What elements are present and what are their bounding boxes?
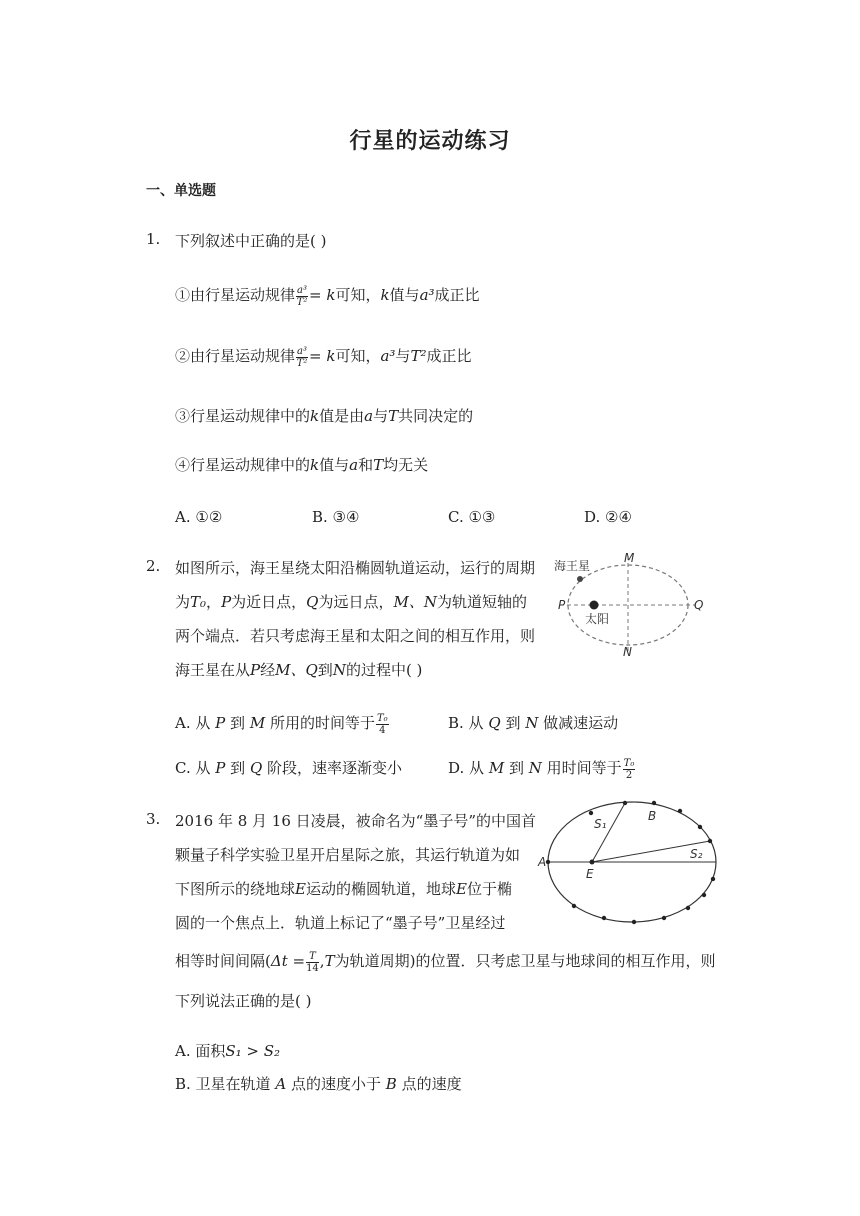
point-q-label: Q	[694, 598, 704, 612]
sun-dot	[590, 601, 599, 610]
q3-line-5: 相等时间间隔(Δt = $\frac{T}{14}$ ,T为轨道周期)的位置．只考虑卫星与地球间的相互作用，则	[175, 950, 716, 974]
point-a-label: A	[538, 855, 547, 869]
point-p-label: P	[558, 598, 566, 612]
page-title: 行星的运动练习	[349, 129, 511, 154]
q2-line-2: 为T₀，P为近日点，Q为远日点，M、N为轨道短轴的	[175, 593, 527, 611]
fraction: $\frac{\text{a³}}{\text{T²}}$	[296, 345, 308, 369]
q2-option-c[interactable]: C. 从 P 到 Q 阶段，速率逐渐变小	[175, 759, 403, 777]
q1-option-c[interactable]: C. ①③	[448, 508, 496, 526]
q2-number: 2.	[146, 557, 161, 575]
q3-line-4: 圆的一个焦点上．轨道上标记了“墨子号”卫星经过	[175, 914, 506, 932]
q3-line-2: 颗量子科学实验卫星开启星际之旅，其运行轨道为如	[175, 846, 521, 864]
earth-dot	[590, 860, 595, 865]
satellite-orbit-diagram	[534, 796, 720, 930]
q1-option-a[interactable]: A. ①②	[175, 508, 223, 526]
q1-statement-4: ④行星运动规律中的k值与a和T均无关	[175, 456, 429, 474]
q1-option-d[interactable]: D. ②④	[584, 508, 632, 526]
sun-label: 太阳	[585, 612, 610, 626]
neptune-orbit-diagram	[548, 548, 718, 660]
q2-line-3: 两个端点．若只考虑海王星和太阳之间的相互作用，则	[175, 627, 536, 645]
q1-stem: 下列叙述中正确的是( )	[175, 232, 327, 250]
point-m-label: M	[624, 551, 635, 565]
q2-option-d[interactable]: D. 从 M 到 N 用时间等于 $\frac{\text{T₀}}{2}$	[448, 757, 635, 781]
q3-line-3: 下图所示的绕地球E运动的椭圆轨道，地球E位于椭	[175, 880, 512, 898]
q2-option-a[interactable]: A. 从 P 到 M 所用的时间等于 $\frac{\text{T₀}}{4}$	[175, 712, 388, 736]
fraction: $\frac{\text{a³}}{\text{T²}}$	[296, 284, 308, 308]
q1-statement-2: ②由行星运动规律 $\frac{\text{a³}}{\text{T²}}$ = k可知，a³与T²成正比	[175, 345, 472, 369]
q2-line-4: 海王星在从P经M、Q到N的过程中( )	[175, 661, 423, 679]
q1-option-b[interactable]: B. ③④	[312, 508, 360, 526]
q3-line-6: 下列说法正确的是( )	[175, 992, 312, 1010]
q3-line-1: 2016 年 8 月 16 日凌晨，被命名为“墨子号”的中国首	[175, 812, 536, 830]
point-b-label: B	[648, 809, 657, 823]
q1-statement-1: ①由行星运动规律 $\frac{\text{a³}}{\text{T²}}$ = k可知，k值与a³成正比	[175, 284, 480, 308]
q1-number: 1.	[146, 230, 161, 248]
q2-line-1: 如图所示，海王星绕太阳沿椭圆轨道运动，运行的周期	[175, 559, 536, 577]
earth-e-label: E	[586, 867, 594, 881]
s1-boundary	[592, 803, 625, 862]
neptune-label: 海王星	[554, 559, 591, 573]
q3-option-a[interactable]: A. 面积S₁ > S₂	[175, 1042, 281, 1060]
point-n-label: N	[623, 645, 632, 659]
section-heading: 一、单选题	[146, 183, 216, 199]
q3-number: 3.	[146, 810, 161, 828]
q3-option-b[interactable]: B. 卫星在轨道 A 点的速度小于 B 点的速度	[175, 1075, 462, 1093]
q1-statement-3: ③行星运动规律中的k值是由a与T共同决定的	[175, 407, 474, 425]
neptune-dot	[577, 576, 583, 582]
q2-option-b[interactable]: B. 从 Q 到 N 做减速运动	[448, 714, 619, 732]
area-s2-label: S₂	[690, 847, 703, 861]
area-s1-label: S₁	[594, 817, 607, 831]
